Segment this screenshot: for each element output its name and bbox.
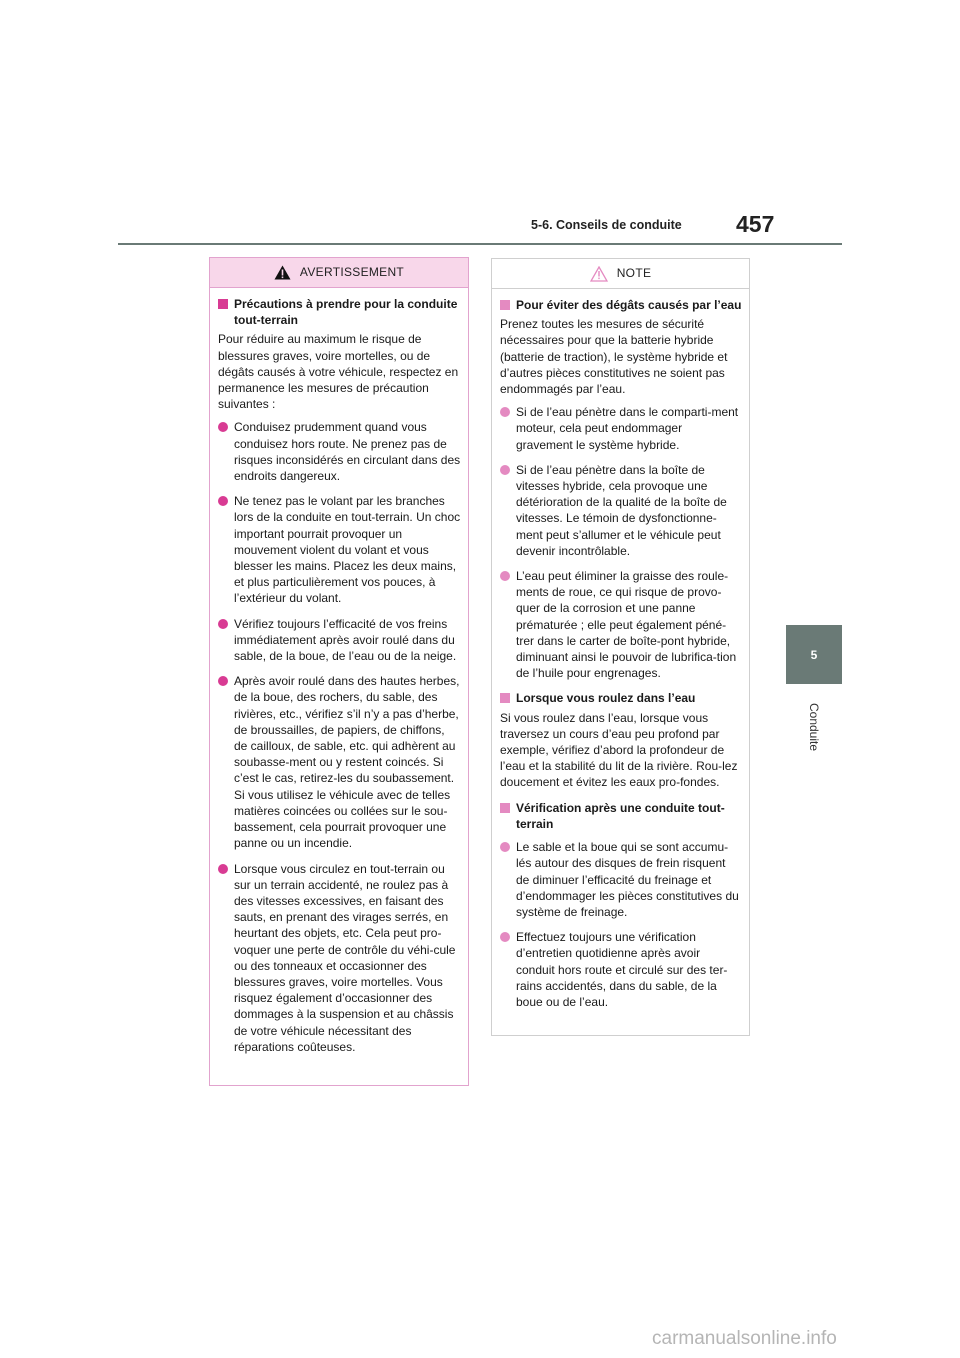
chapter-tab — [786, 625, 842, 684]
note-section-heading: Lorsque vous roulez dans l’eau — [500, 690, 742, 706]
warning-header — [210, 258, 468, 288]
note-section-heading: Pour éviter des dégâts causés par l’eau — [500, 297, 742, 313]
page-number: 457 — [736, 211, 775, 237]
chapter-label — [786, 692, 842, 762]
header-divider — [118, 243, 842, 245]
note-bullet: Si de l’eau pénètre dans le comparti-ment moteur, cela peut endommager gravement le système hybride. — [500, 404, 742, 453]
note-bullet: Le sable et la boue qui se sont accumu-lés autour des disques de frein risquent de diminuer l’efficacité du freinage et d’endommager les pièces constitutives du système de freinage. — [500, 839, 742, 920]
warning-bullet: Après avoir roulé dans des hautes herbes, de la boue, des rochers, du sable, des rivières, etc., vérifiez s’il n’y a pas d’herbe, de broussailles, de papiers, de chiffons, de cailloux, de sable, etc. qui adhèrent au soubasse-ment ou y restent coincés. Si c’est le cas, retirez-les du soubassement. Si vous utilisez le véhicule avec de telles matières coincées ou collées sur le sou-bassement, cela pourrait provoquer une panne ou un incendie. — [218, 673, 461, 851]
warning-section-heading: Précautions à prendre pour la conduite tout-terrain — [218, 296, 461, 328]
note-bullet: L’eau peut éliminer la graisse des roule-ments de roue, ce qui risque de provo-quer de la corrosion et une panne prématurée ; elle peut également péné-trer dans le carter de boîte-pont hybride, diminuant ainsi le pouvoir de lubrifica-tion de l’huile pour engrenages. — [500, 568, 742, 681]
warning-bullet: Conduisez prudemment quand vous conduisez hors route. Ne prenez pas de risques inconsidérés en circulant dans des endroits dangereux. — [218, 419, 461, 484]
note-bullet: Effectuez toujours une vérification d’entretien quotidienne après avoir conduit hors route et circulé sur des ter-rains accidentés, dans du sable, de la boue ou de l’eau. — [500, 929, 742, 1010]
warning-triangle-icon — [274, 265, 291, 280]
warning-bullet: Lorsque vous circulez en tout-terrain ou sur un terrain accidenté, ne roulez pas à des vitesses excessives, en faisant des sauts, en prenant des virages serrés, en heurtant des objets, etc. Cela peut pro-voquer une perte de contrôle du véhi-cule ou des tonneaux et occasionner des blessures graves, voire mortelles. Vous risquez également d’occasionner des dommages à la suspension et au châssis de votre véhicule nécessitant des réparations coûteuses. — [218, 861, 461, 1055]
warning-title: AVERTISSEMENT — [299, 265, 405, 280]
note-box — [491, 258, 750, 1036]
watermark: carmanualsonline.info — [652, 1328, 837, 1349]
warning-bullet: Ne tenez pas le volant par les branches lors de la conduite en tout-terrain. Un choc important pourrait provoquer un mouvement violent du volant et vous blesser les mains. Placez les deux mains, et plus particulièrement vos pouces, à l’extérieur du volant. — [218, 493, 461, 606]
note-section-heading: Vérification après une conduite tout-terrain — [500, 800, 742, 832]
note-intro: Prenez toutes les mesures de sécurité nécessaires pour que la batterie hybride (batterie de traction), le système hybride et d’autres pièces constitutives ne soient pas endommagés par l’eau. — [500, 317, 728, 397]
note-paragraph: Si vous roulez dans l’eau, lorsque vous traversez un cours d’eau peu profond par exemple, vérifiez d’abord la profondeur de l’eau et la stabilité du lit de la rivière. Rou-lez doucement et évitez les eaux pro-fondes. — [500, 710, 738, 790]
note-header — [492, 259, 749, 289]
caution-triangle-icon — [590, 266, 608, 282]
chapter-label-text: Conduite — [806, 702, 821, 752]
chapter-number: 5 — [810, 647, 818, 662]
warning-box — [209, 257, 469, 1086]
note-title: NOTE — [616, 266, 652, 281]
warning-bullet: Vérifiez toujours l’efficacité de vos freins immédiatement après avoir roulé dans du sable, de la boue, de l’eau ou de la neige. — [218, 616, 461, 665]
note-bullet: Si de l’eau pénètre dans la boîte de vitesses hybride, cela provoque une détérioration de la qualité de la boîte de vitesses. Le témoin de dysfonctionne-ment peut s’allumer et le véhicule peut devenir incontrôlable. — [500, 462, 742, 559]
warning-intro: Pour réduire au maximum le risque de blessures graves, voire mortelles, ou de dégâts causés à votre véhicule, respectez en permanence les mesures de précaution suivantes : — [218, 332, 459, 412]
section-title: 5-6. Conseils de conduite — [531, 218, 682, 232]
